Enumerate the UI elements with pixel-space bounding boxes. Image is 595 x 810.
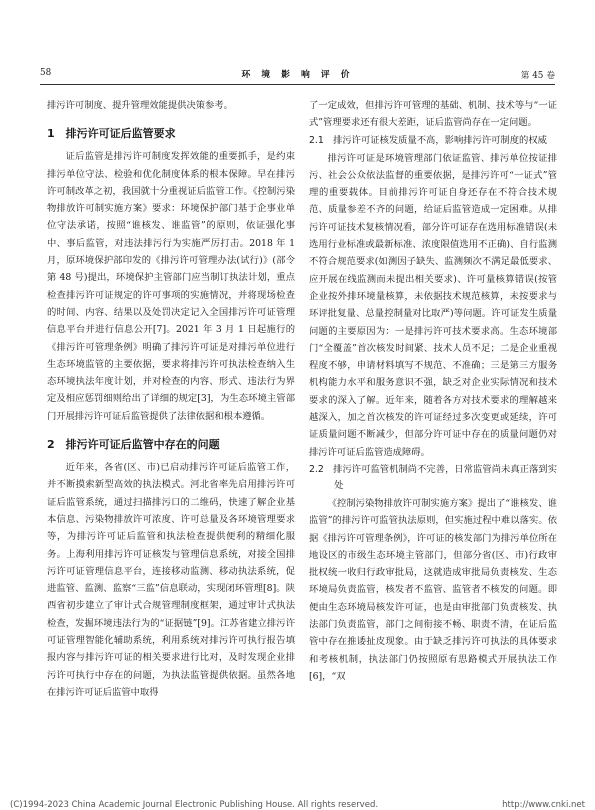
volume-label: 第 45 卷: [520, 71, 555, 81]
section-1-title: 1 排污许可证后监管要求: [47, 127, 176, 141]
subsection-2-2-title: 2.2 排污许可监管机制尚不完善，日常监管尚未真正落到实处: [309, 463, 557, 491]
section-2-paragraph: 近年来，各省(区、市)已启动排污许可证后监管工作，并不断摸索新型高效的执法模式。河北省率先启用排污许可证后监管系统，通过扫描排污口的二维码，快速了解企业基本信息、污染物排放许可浓度、许可总量及各环境管理要求等，为排污许可证后监管和执法检查提供便利的精细化服务。上海利用排污许可证核发与管理信息系统，对接全国排污许可证管理信息平台，连接移动监测、移动执法系统，促进监管、监测、监察“三监”信息联动，实现闭环管理[8]。陕西省初步建立了审计式合规管理制度框架，通过审计式执法检查，发掘环境违法行为的“证据链”[9]。江苏省建立排污许可证管理智能化辅助系统，利用系统对排污许可执行报告填报内容与排污许可证的相关要求进行比对，及时发现企业排污许可执行中存在的问题，为执法监管提供依据。虽然各地在排污许可证后监管中取得: [47, 462, 295, 698]
subsection-2-1-title: 2.1 排污许可证核发质量不高，影响排污许可制度的权威: [309, 134, 547, 146]
intro-line: 排污许可制度、提升管理效能提供决策参考。: [47, 100, 233, 111]
right-column: [309, 97, 557, 685]
subsection-2-2-paragraph: 《控制污染物排放许可制实施方案》提出了“谁核发、谁监管”的排污许可监管执法原则，但实施过程中难以落实。依据《排污许可管理条例》，许可证的核发部门为排污单位所在地设区的市级生态环境主管部门，但部分省(区、市)行政审批权统一收归行政审批局，这就造成审批局负责核发、生态环境局负责监管，核发者不监管、监管者不核发的问题。即便由生态环境局核发许可证，也是由审批部门负责核发、执法部门负责监管，部门之间衔接不畅、职责不清，在证后监管中存在推诿扯皮现象。由于缺乏排污许可执法的具体要求和考核机制，执法部门仍按照原有思路模式开展执法工作[6]，“双: [309, 497, 557, 682]
page-number: 58: [40, 68, 52, 78]
header-rule: [40, 84, 555, 85]
section-1-paragraph: 证后监管是排污许可制度发挥效能的重要抓手，是约束排污单位守法、检验和优化制度体系的根本保障。早在排污许可制改革之初，我国就十分重视证后监管工作。《控制污染物排放许可制实施方案》要求：环境保护部门基于企事业单位守法承诺，按照“谁核发、谁监管”的原则，依证强化事中、事后监管，对违法排污行为实施严厉打击。2018 年 1 月，原环境保护部印发的《排污许可管理办法(试行)》(部令第 48 号)提出，环境保护主管部门应当制订执法计划，重点检查排污许可证规定的许可事项的实施情况，并将现场检查的时间、内容、结果以及处罚决定记入全国排污许可证管理信息平台并进行信息公开[7]。2021 年 3 月 1 日起施行的《排污许可管理条例》明确了排污许可证是对排污单位进行生态环境监管的主要依据，要求将排污许可执法检查纳入生态环境执法年度计划，并对检查的内容、形式、违法行为界定及相应惩罚细则给出了详细的规定[3]，为生态环境主管部门开展排污许可证后监管提供了法律依据和根本遵循。: [47, 151, 295, 422]
copyright-notice: (C)1994-2023 China Academic Journal Electronic Publishing House. All rights reserved.: [10, 800, 379, 810]
subsection-2-1-paragraph: 排污许可证是环境管理部门依证监管、排污单位按证排污、社会公众依法监督的重要依据，是排污许可“一证式”管理的重要载体。目前排污许可证自身还存在不符合技术规范、质量参差不齐的问题，给证后监管造成一定困难。从排污许可证技术复核情况看，部分许可证存在选用标准错误(未选用行业标准或最新标准、浓度限值选用不正确)、自行监测不符合规范要求(如测因子缺失、监测频次不满足最低要求、应开展在线监测而未提出相关要求)、许可量核算错误(按管企业按外排环境量核算，未依据技术规范核算，未按要求与环评批复量、总量控制量对比取严)等问题。许可证发生质量问题的主要原因为：一是排污许可技术要求高。生态环境部门“全覆盖”首次核发时间紧、技术人员不足；二是企业重视程度不够，申请材料填写不规范、不准确；三是第三方服务机构能力水平和服务意识不强，缺乏对企业实际情况和技术要求的深入了解。近年来，随着各方对技术要求的理解越来越深入，加之首次核发的许可证经过多次变更或延续，许可证质量问题不断减少，但部分许可证中存在的质量问题仍对排污许可证后监管造成障碍。: [309, 152, 557, 458]
continued-paragraph: 了一定成效，但排污许可管理的基础、机制、技术等与“一证式”管理要求还有很大差距，证后监管尚存在一定问题。: [309, 100, 557, 129]
page-header: [40, 66, 555, 82]
journal-title: 环 境 影 响 评 价: [241, 70, 354, 80]
cnki-link[interactable]: http://www.cnki.net: [502, 800, 585, 810]
section-2-title: 2 排污许可证后监管中存在的问题: [47, 438, 220, 452]
left-column: [47, 97, 295, 701]
